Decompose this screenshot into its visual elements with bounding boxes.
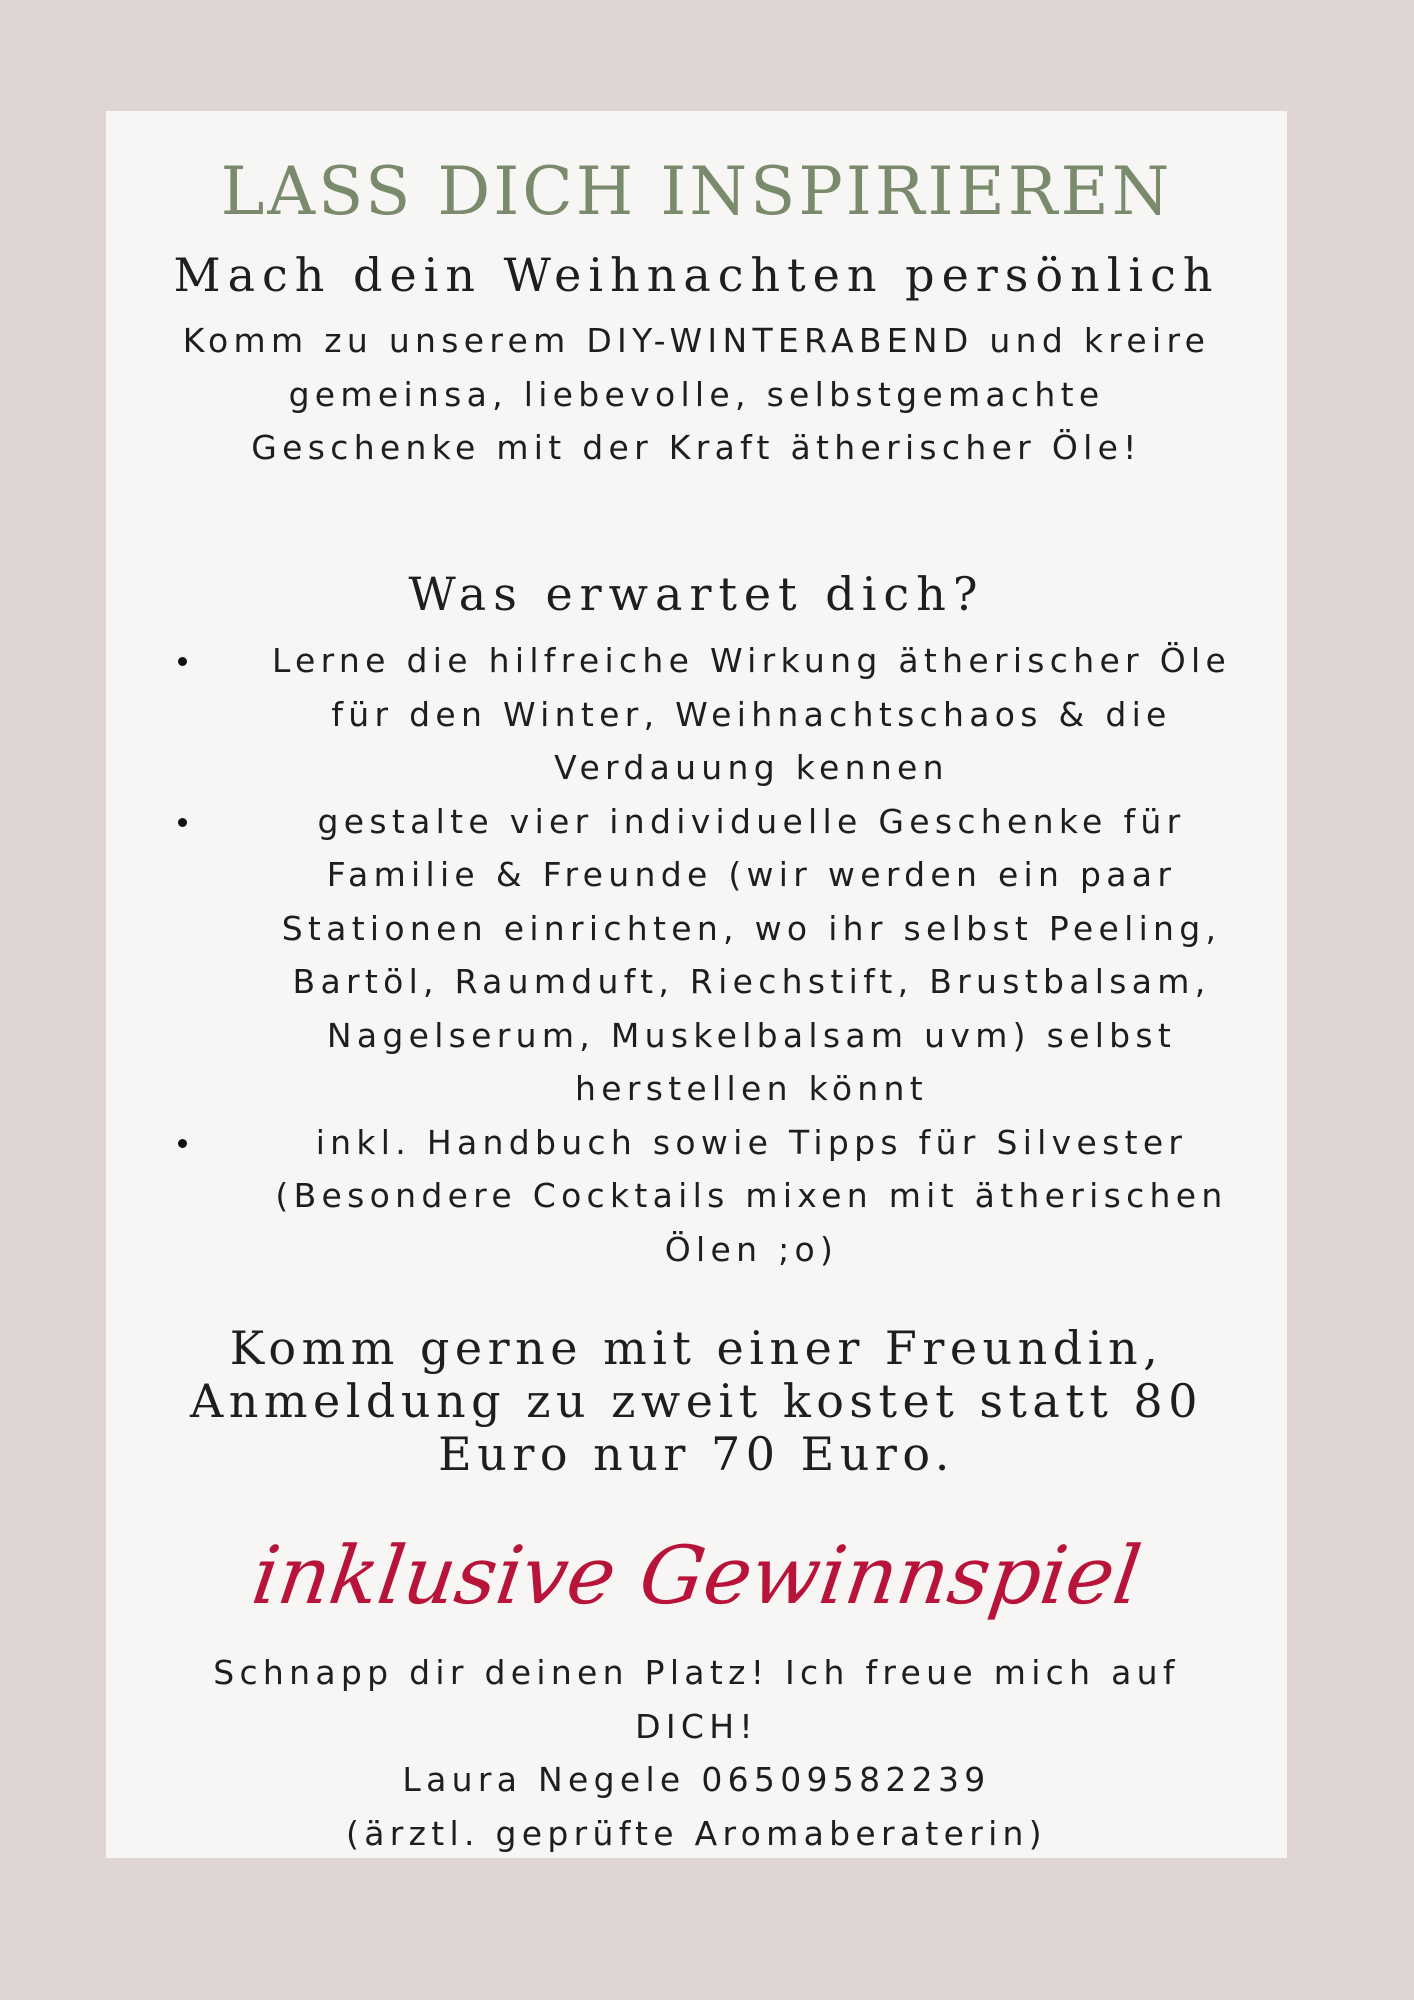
intro-line: Geschenke mit der Kraft ätherischer Öle! [251, 428, 1142, 467]
offer-line: Komm gerne mit einer Freundin, [229, 1321, 1164, 1375]
intro-paragraph [126, 314, 1267, 475]
offer-line: Anmeldung zu zweit kostet statt 80 [190, 1374, 1203, 1428]
bullet-line: Nagelserum, Muskelbalsam uvm) selbst [326, 1015, 1177, 1055]
bullet-line: Familie & Freunde (wir werden ein paar [326, 855, 1177, 894]
contact-line: Laura Negele 06509582239 [402, 1760, 991, 1799]
bullet-item [178, 1116, 1263, 1277]
raffle-heading: inklusive Gewinnspiel [246, 1529, 1147, 1622]
offer-line: Euro nur 70 Euro. [438, 1427, 955, 1481]
bullet-line: Verdauung kennen [554, 748, 949, 787]
bullet-line: Lerne die hilfreiche Wirkung ätherischer Öle [271, 641, 1232, 680]
bullet-line: für den Winter, Weihnachtschaos & die [331, 694, 1172, 734]
section-heading: Was erwartet dich? [408, 567, 985, 621]
bullet-line: Bartöl, Raumduft, Riechstift, Brustbalsam, [292, 962, 1211, 1001]
footer-line: DICH! [635, 1706, 758, 1746]
flyer-title: LASS DICH INSPIRIEREN [220, 153, 1173, 230]
bullet-line: Ölen ;o) [664, 1229, 839, 1269]
bullet-line: inkl. Handbuch sowie Tipps für Silvester [315, 1122, 1188, 1162]
intro-line: gemeinsa, liebevolle, selbstgemachte [288, 374, 1105, 414]
bullet-dot-icon [178, 1139, 187, 1148]
footer-text [136, 1646, 1257, 1860]
offer-text [116, 1322, 1277, 1481]
credential-line: (ärztl. geprüfte Aromaberaterin) [346, 1813, 1047, 1853]
footer-line: Schnapp dir deinen Platz! Ich freue mich auf [213, 1653, 1180, 1692]
flyer-card [106, 111, 1287, 1858]
bullet-dot-icon [178, 657, 187, 666]
bullet-item [178, 795, 1263, 1116]
flyer-subtitle: Mach dein Weihnachten persönlich [173, 248, 1220, 302]
bullet-line: herstellen könnt [575, 1069, 928, 1108]
bullet-line: (Besondere Cocktails mixen mit ätherischen [275, 1176, 1228, 1215]
bullet-list [178, 634, 1263, 1276]
bullet-item [178, 634, 1263, 795]
bullet-line: Stationen einrichten, wo ihr selbst Peeling, [281, 908, 1222, 948]
intro-line: Komm zu unserem DIY-WINTERABEND und kreire [182, 321, 1211, 360]
bullet-line: gestalte vier individuelle Geschenke für [317, 801, 1186, 841]
bullet-dot-icon [178, 818, 187, 827]
